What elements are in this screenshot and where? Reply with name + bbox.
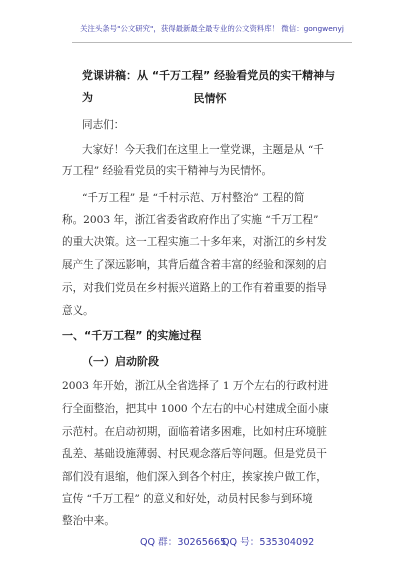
footer-qq-number: QQ 号：535304092 [222, 537, 315, 548]
paragraph-line: 示范村。在启动初期，面临着诸多困难，比如村庄环境脏 [62, 426, 327, 438]
document-title-line2: 民情怀 [193, 92, 227, 105]
paragraph-line: 大家好！今天我们在这里上一堂党课，主题是从 “千 [82, 144, 324, 156]
paragraph-line: 部们没有退缩，他们深入到各个村庄，挨家挨户做工作， [62, 471, 327, 483]
paragraph-line: 2003 年开始，浙江从全省选择了 1 万个左右的行政村进 [62, 380, 329, 392]
paragraph-line: 乱差、基础设施薄弱、村民观念落后等问题。但是党员干 [62, 448, 327, 460]
paragraph-line: “千万工程” 是 “千村示范、万村整治” 工程的简 [82, 192, 305, 204]
paragraph-line: 行全面整治，把其中 1000 个左右的中心村建成全面小康 [62, 403, 329, 415]
document-title-line1: 党课讲稿：从 “千万工程” 经验看党员的实干精神与为 [82, 69, 336, 104]
paragraph-line: 万工程” 经验看党员的实干精神与为民情怀。 [62, 165, 273, 177]
paragraph-line: 意义。 [62, 305, 94, 317]
section-heading: 一、“千万工程” 的实施过程 [62, 329, 202, 342]
paragraph-line: 展产生了深远影响，其背后蕴含着丰富的经验和深刻的启 [62, 259, 327, 271]
footer-qq-group: QQ 群：30265665 [140, 537, 227, 548]
subsection-heading: （一）启动阶段 [82, 355, 159, 368]
salutation: 同志们： [82, 119, 125, 131]
paragraph-line: 宣传 “千万工程” 的意义和好处，动员村民参与到环境 [62, 493, 313, 505]
paragraph-line: 的重大决策。这一工程实施二十多年来，对浙江的乡村发 [62, 236, 327, 248]
paragraph-line: 整治中来。 [62, 515, 115, 527]
paragraph-line: 示，对我们党员在乡村振兴道路上的工作有着重要的指导 [62, 282, 327, 294]
paragraph-line: 称。2003 年，浙江省委省政府作出了实施 “千万工程” [62, 214, 319, 226]
header-notice: 关注头条号"公文研究"，获得最新最全最专业的公文资料库！ 微信：gongwenyj [80, 24, 344, 33]
